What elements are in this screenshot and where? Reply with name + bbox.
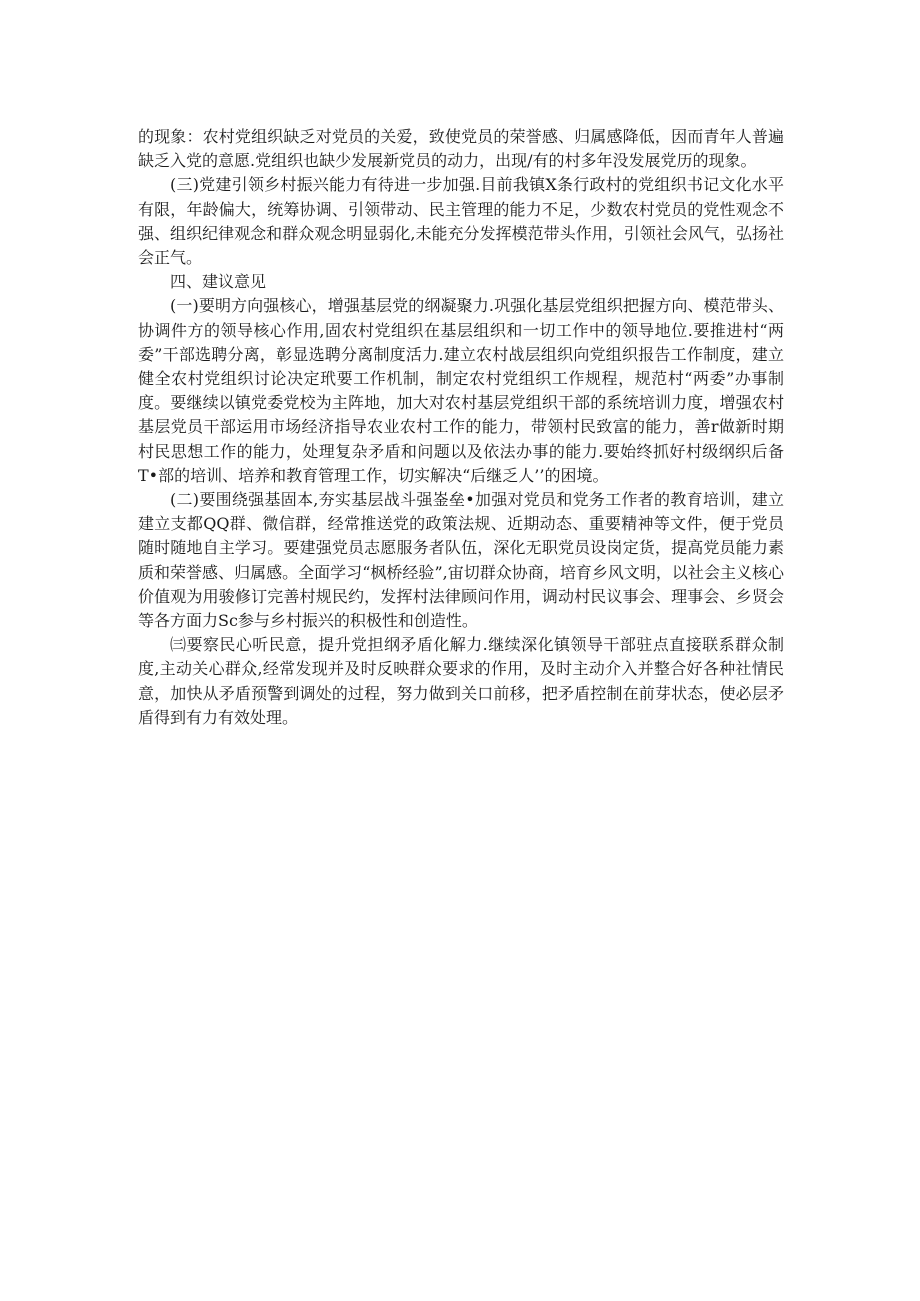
paragraph-suggestion-2: (二)要围绕强基固本,夯实基层战斗强崟垒•加强对党员和党务工作者的教育培训，建立建立支都QQ群、微信群，经常推送党的政策法规、近期动态、重要精神等文件，便于党员随时随地自主学习。要建强党员志愿服务者队伍，深化无职党员设岗定货，提高党员能力素质和荣誉感、归属感。全面学习“枫桥经验”,宙切群众协商，培育乡风文明，以社会主义核心价值观为用骏修订完善村规民约，发挥村法律顾问作用，调动村民议事会、理事会、乡贤会等各方面力Sc参与乡村振兴的积极性和创造性。 bbox=[138, 490, 784, 631]
section-heading-suggestions: 四、建议意见 bbox=[170, 272, 267, 292]
paragraph-section-3: (三)党建引领乡村振兴能力有待进一步加强.目前我镇X条行政村的党组织书记文化水平有限，年龄偏大，统筹协调、引领带动、民主管理的能力不足，少数农村党员的党性观念不强、组织纪律观念和群众观念明显弱化,未能充分发挥模范带头作用，引领社会风气，弘扬社会正气。 bbox=[138, 175, 784, 268]
paragraph-continuation: 的现象：农村党组织缺乏对党员的关爱，致使党员的荣誉感、归属感降低，因而青年人普遍缺乏入党的意愿.党组织也缺少发展新党员的动力，出现/有的村多年没发展党历的现象。 bbox=[138, 127, 784, 171]
document-body bbox=[138, 125, 784, 730]
paragraph-suggestion-3: ㈢要察民心听民意，提升党担纲矛盾化解力.继续深化镇领导干部驻点直接联系群众制度,主动关心群众,经常发现并及时反映群众要求的作用，及时主动介入并整合好各种社情民意，加快从矛盾预警到调处的过程，努力做到关口前移，把矛盾控制在前芽状态，使必层矛盾得到有力有效处理。 bbox=[138, 635, 784, 727]
paragraph-suggestion-1: (一)要明方向强核心，增强基层党的纲凝聚力.巩强化基层党组织把握方向、模范带头、协调件方的领导核心作用,固农村党组织在基层组织和一切工作中的领导地位.要推进村“两委”干部选聘分离，彰显选聘分离制度活力.建立农村战层组织向党组织报告工作制度，建立健全农村党组织讨论决定玳要工作机制，制定农村党组织工作规程，规范村“两委”办事制度。要继续以镇党委党校为主阵地，加大对农村基层党组织干部的系统培训力度，增强农村基层党员干部运用市场经济指导农业农村工作的能力，带领村民致富的能力，善r做新时期村民思想工作的能力，处理复杂矛盾和问题以及依法办事的能力.要始终抓好村级纲织后备T•部的培训、培养和教育管理工作，切实解决“后继乏人’’的困境。 bbox=[138, 296, 784, 485]
